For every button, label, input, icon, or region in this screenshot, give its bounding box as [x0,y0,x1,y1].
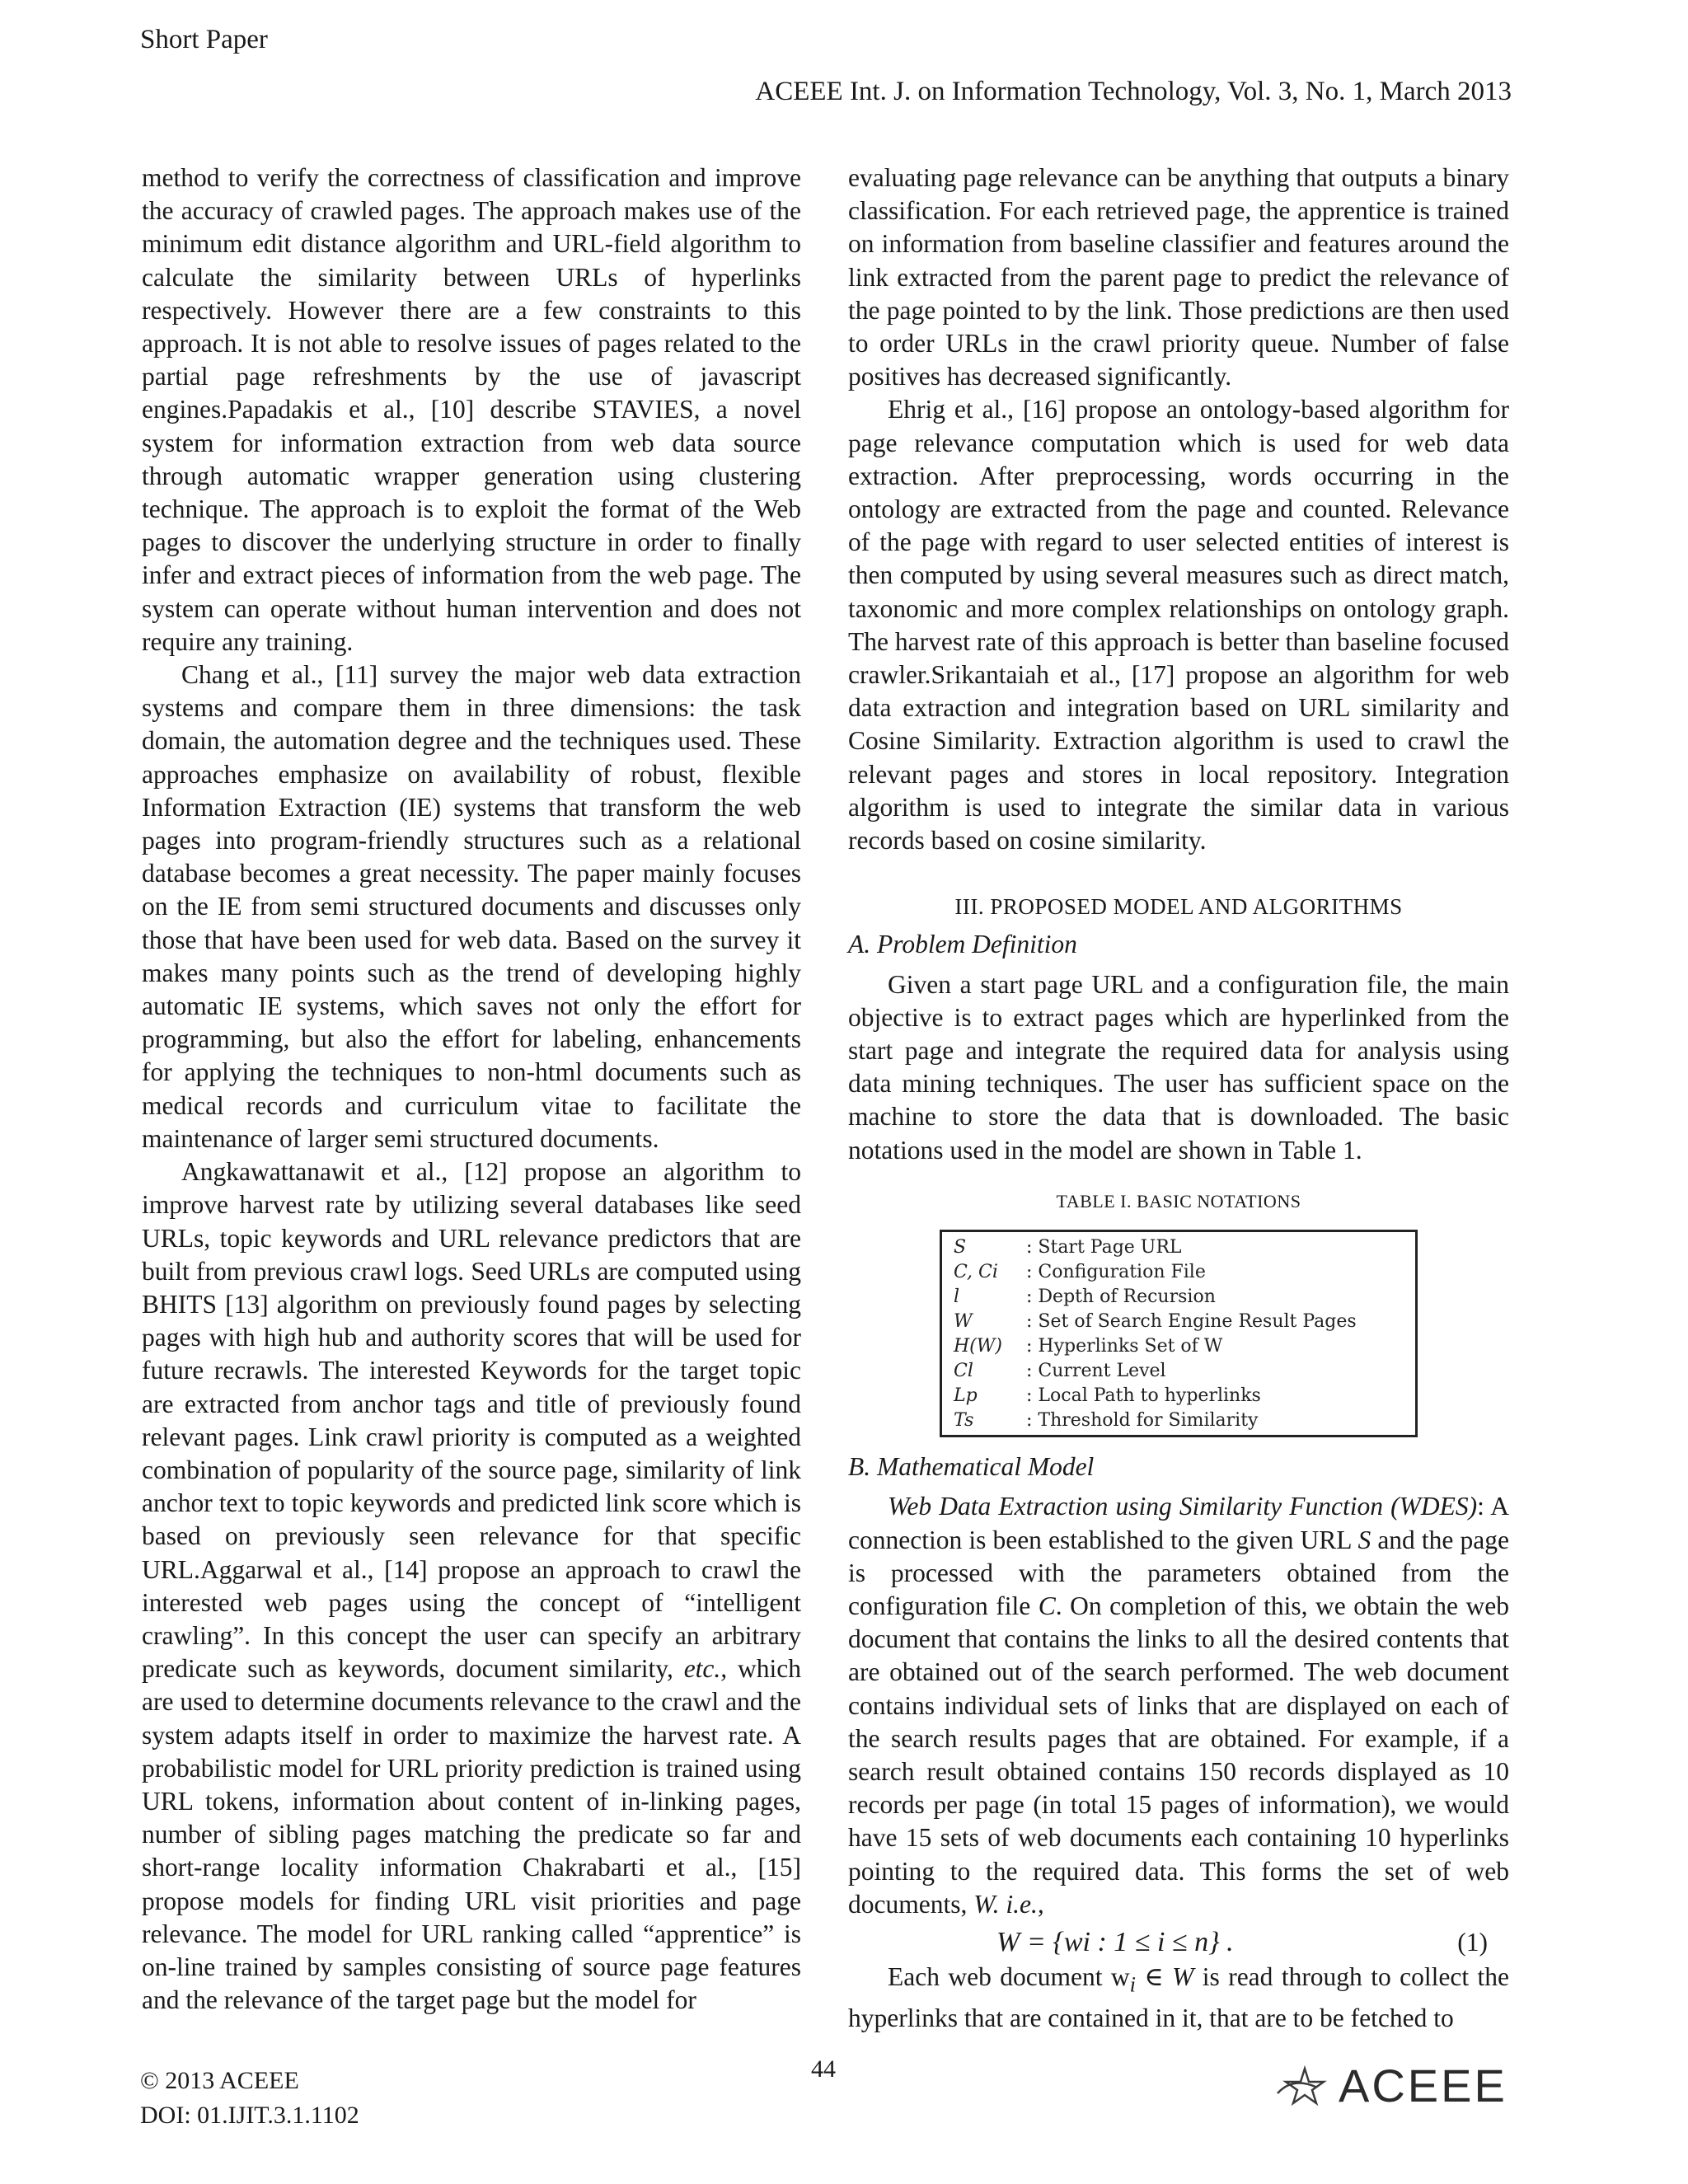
symbol-S: S [1357,1525,1372,1554]
paragraph-text: A connection is been established to the given URL [848,1492,1509,1554]
table-row [954,1384,1407,1408]
notation-description: : Current Level [1026,1361,1166,1382]
notation-description: : Depth of Recursion [1026,1286,1216,1308]
page-number: 44 [811,2055,836,2083]
element-of-symbol: ∈ [1144,1962,1164,1992]
running-header-left: Short Paper [140,25,268,54]
notation-description: : Local Path to hyperlinks [1026,1385,1261,1407]
footer-left [140,2064,359,2133]
notation-symbol: l [954,1286,960,1308]
aceee-logo [1276,2059,1507,2112]
logo-text: ACEEE [1339,2060,1507,2111]
paragraph [848,1490,1509,1921]
table-row [954,1260,1407,1285]
paragraph-text: which are used to determine documents relevance to the crawl and the system adapts itself in order to maximize the harvest rate. A probabilistic model for URL priority prediction is trained using URL tokens, information about content of in-linking pages, number of sibling pages matching the predicate so far and short-range locality information Chakrabarti et al., [15] propose models for finding URL visit priorities and page relevance. The model for URL ranking called “apprentice” is on-line trained by samples consisting of source page features and the relevance of the target page but the model for [142,1654,801,2015]
right-column [848,162,1509,2035]
paragraph [848,1961,1509,2035]
notation-description: : Hyperlinks Set of W [1026,1336,1223,1357]
equation-number: (1) [1457,1927,1488,1957]
paragraph [142,1155,801,2017]
table-row [954,1408,1407,1433]
table-row [954,1334,1407,1359]
paragraph-text: : [1477,1492,1484,1521]
table-row [954,1310,1407,1334]
running-header-journal: ACEEE Int. J. on Information Technology, Vol. 3, No. 1, March 2013 [755,77,1512,106]
table-row [954,1285,1407,1310]
notation-symbol: Ts [954,1410,974,1432]
paragraph-text: . On completion of this, we obtain the web document that contains the links to all the desired contents that are obtained out of the search performed. The web document contains individual sets of links that are displayed on each of the search results pages that are obtained. For example, if a search result obtained contains 150 records displayed as 10 records per page (in total 15 pages of information), we would have 15 sets of web documents each containing 10 hyperlinks pointing to the required data. This forms the set of web documents, [848,1591,1509,1919]
paragraph: Chang et al., [11] survey the major web data extraction systems and compare them in three dimensions: the task domain, the automation degree and the techniques used. These approaches emphasize on availability of robust, flexible Information Extraction (IE) systems that transform the web pages into program-friendly structures such as a relational database becomes a great necessity. The paper mainly focuses on the IE from semi structured documents and discusses only those that have been used for web data. Based on the survey it makes many points such as the trend of developing highly automatic IE systems, which saves not only the effort for programming, but also the effort for labeling, enhancements for applying the techniques to non-html documents such as medical records and curriculum vitae to facilitate the maintenance of larger semi structured documents. [142,660,801,1153]
table-row [954,1359,1407,1384]
table-caption: TABLE I. BASIC NOTATIONS [1056,1190,1301,1212]
paragraph-text-italic: W. i.e., [973,1889,1044,1919]
paragraph-text-italic: Web Data Extraction using Similarity Function (WDES) [888,1492,1478,1521]
notation-symbol: S [954,1237,967,1258]
paragraph-text: Each web document w [888,1962,1130,1992]
table-row [954,1235,1407,1260]
paragraph-text-italic: etc., [683,1654,728,1684]
notation-description: : Set of Search Engine Result Pages [1026,1311,1357,1333]
notation-symbol: Lp [954,1385,978,1407]
equation-1 [848,1926,1509,1959]
paragraph: Given a start page URL and a configuration file, the main objective is to extract pages which are hyperlinked from the start page and integrate the required data for analysis using data mining techniques. The user has sufficient space on the machine to store the data that is downloaded. The basic notations used in the model are shown in Table 1. [848,969,1509,1165]
paragraph-text: and the page is processed with the parameters obtained from the configuration file [848,1525,1509,1620]
notation-symbol: C, Ci [954,1262,998,1283]
paragraph-text: is read through to collect the hyperlinks that are contained in it, that are to be fetched to [848,1962,1509,2032]
paragraph-text: Angkawattanawit et al., [12] propose an algorithm to improve harvest rate by utilizing several databases like seed URLs, topic keywords and URL relevance predictors that are built from previous crawl logs. Seed URLs are computed using BHITS [13] algorithm on previously found pages by selecting pages with high hub and authority scores that will be used for future recrawls. The interested Keywords for the target topic are extracted from anchor tags and title of previously found relevant pages. Link crawl priority is computed as a weighted combination of popularity of the source page, similarity of link anchor text to topic keywords and predicted link score which is based on previously seen relevance for that specific URL.Aggarwal et al., [14] propose an approach to crawl the interested web pages using the concept of “intelligent crawling”. In this concept the user can specify an arbitrary predicate such as keywords, document similarity, [142,1157,801,1684]
notations-table [940,1230,1418,1437]
symbol-C: C [1038,1591,1056,1620]
paragraph: evaluating page relevance can be anything that outputs a binary classification. For each retrieved page, the apprentice is trained on information from baseline classifier and features around the link extracted from the parent page to predict the relevance of the page pointed to by the link. Those predictions are then used to order URLs in the crawl priority queue. Number of false positives has decreased significantly. [848,163,1509,391]
left-column [142,162,801,2017]
notation-symbol: W [954,1311,973,1333]
subsection-heading: A. Problem Definition [848,930,1077,959]
notation-symbol: Cl [954,1361,973,1382]
symbol-W: W [1163,1962,1194,1992]
notation-symbol: H(W) [954,1336,1002,1357]
subsection-heading: B. Mathematical Model [848,1452,1095,1482]
equation-body: W = {wi : 1 ≤ i ≤ n} . [996,1926,1234,1957]
copyright: © 2013 ACEEE [140,2067,299,2094]
section-heading: III. PROPOSED MODEL AND ALGORITHMS [954,894,1403,920]
notation-description: : Threshold for Similarity [1026,1410,1259,1432]
star-swirl-icon [1276,2065,1334,2107]
notation-description: : Configuration File [1026,1262,1206,1283]
doi: DOI: 01.IJIT.3.1.1102 [140,2102,359,2129]
subscript-i: i [1129,1972,1136,1997]
paragraph: Ehrig et al., [16] propose an ontology-based algorithm for page relevance computation which is used for web data extraction. After preprocessing, words occurring in the ontology are extracted from the page and counted. Relevance of the page with regard to user selected entities of interest is then computed by using several measures such as direct match, taxonomic and more complex relationships on ontology graph. The harvest rate of this approach is better than baseline focused crawler.Srikantaiah et al., [17] propose an algorithm for web data extraction and integration based on URL similarity and Cosine Similarity. Extraction algorithm is used to crawl the relevant pages and stores in local repository. Integration algorithm is used to integrate the similar data in various records based on cosine similarity. [848,395,1509,855]
paragraph: method to verify the correctness of classification and improve the accuracy of crawled pages. The approach makes use of the minimum edit distance algorithm and URL-field algorithm to calculate the similarity between URLs of hyperlinks respectively. However there are a few constraints to this approach. It is not able to resolve issues of pages related to the partial page refreshments by the use of javascript engines.Papadakis et al., [10] describe STAVIES, a novel system for information extraction from web data source through automatic wrapper generation using clustering technique. The approach is to exploit the format of the Web pages to discover the underlying structure in order to finally infer and extract pieces of information from the web page. The system can operate without human intervention and does not require any training. [142,163,801,656]
notation-description: : Start Page URL [1026,1237,1182,1258]
